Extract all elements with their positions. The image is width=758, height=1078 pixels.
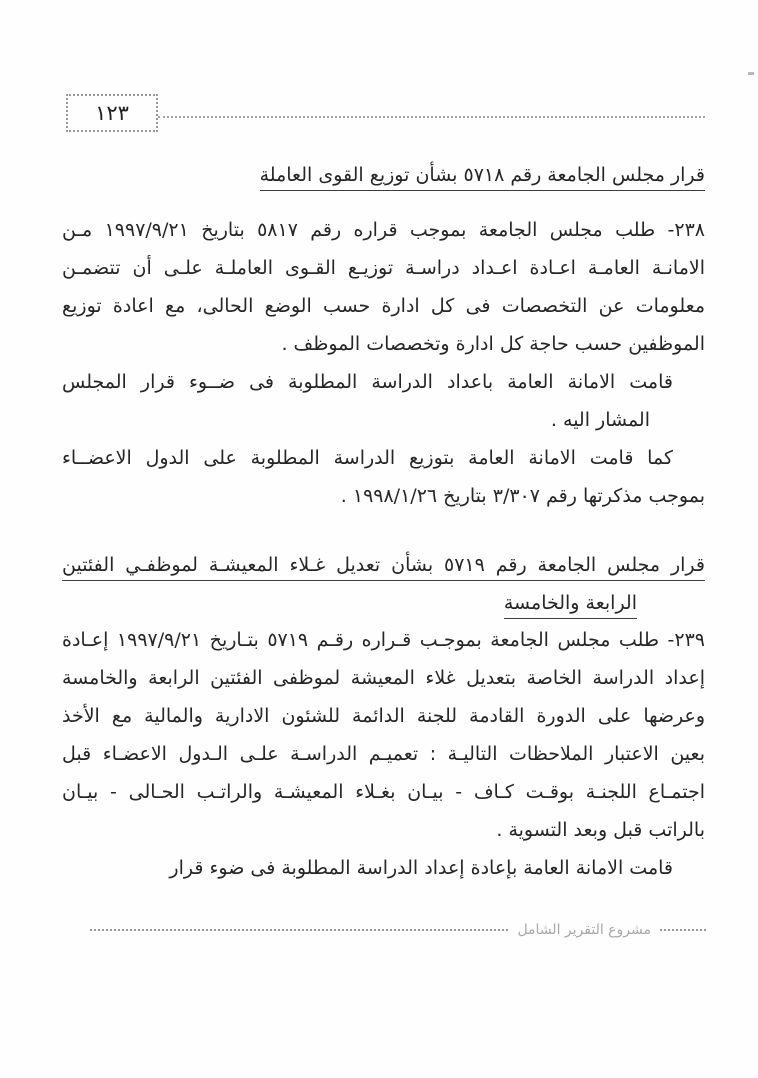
- text-line: الامانـة العامـة اعـادة اعـداد دراسـة توزيـع القـوى العاملـة علـى أن تتضمـن: [62, 257, 705, 279]
- decision-5718-title-row: [62, 156, 705, 194]
- decision-5718-title: قرار مجلس الجامعة رقم ٥٧١٨ بشأن توزيع القوى العاملة: [260, 164, 705, 191]
- text-line: قامت الامانة العامة بإعادة إعداد الدراسة المطلوبة فى ضوء قرار: [169, 857, 673, 879]
- text-line: معلومات عن التخصصات فى كل ادارة حسب الوضع الحالى، مع اعادة توزيع: [62, 295, 705, 317]
- text-line: المشار اليه .: [550, 409, 650, 431]
- decision-5718-item-paragraph: [62, 211, 705, 363]
- decision-5718-followup-paragraph: [62, 363, 705, 439]
- page-number-box: [66, 94, 158, 132]
- text-line: كما قامت الامانة العامة بتوزيع الدراسة المطلوبة على الدول الاعضــاء: [62, 447, 673, 469]
- text-line: قامت الامانة العامة باعداد الدراسة المطلوبة فى ضــوء قرار المجلس: [62, 371, 673, 393]
- decision-5719-title-line1: قرار مجلس الجامعة رقم ٥٧١٩ بشأن تعديل غـلاء المعيشـة لموظفـي الفئتين: [62, 554, 705, 581]
- footer-rule-right: [660, 929, 706, 931]
- text-line: ٢٣٨- طلب مجلس الجامعة بموجب قراره رقم ٥٨١٧ بتاريخ ١٩٩٧/٩/٢١ مـن: [62, 219, 705, 241]
- scan-speck: [748, 72, 754, 75]
- text-line: اجتمـاع اللجنـة بوقـت كـاف - بيـان بغـلاء المعيشـة والراتـب الحـالى - بيـان: [62, 781, 705, 803]
- decision-5719-title-line2-row: [62, 584, 705, 622]
- text-line: وعرضها على الدورة القادمة للجنة الدائمة للشئون الادارية والمالية مع الأخذ: [62, 705, 705, 727]
- decision-5718-memo-paragraph: [62, 439, 705, 515]
- text-line: بالراتب قبل وبعد التسوية .: [496, 819, 705, 841]
- text-line: إعداد الدراسة الخاصة بتعديل غلاء المعيشة لموظفى الفئتين الرابعة والخامسة: [62, 667, 705, 689]
- text-line: بموجب مذكرتها رقم ٣/٣٠٧ بتاريخ ١٩٩٨/١/٢٦ .: [340, 485, 705, 507]
- decision-5719-title-line1-row: [62, 546, 705, 584]
- page-number: ١٢٣: [95, 101, 129, 125]
- decision-5719-title-line2: الرابعة والخامسة: [504, 592, 637, 619]
- header-rule: [158, 116, 705, 118]
- footer-rule-left: [90, 929, 508, 931]
- decision-5719-item-paragraph: [62, 621, 705, 849]
- text-line: بعين الاعتبار الملاحظات التاليـة : تعميـم الدراسـة علـى الـدول الاعضـاء قبل: [62, 743, 705, 765]
- footer-note: مشروع التقرير الشامل: [517, 922, 651, 938]
- text-line: الموظفين حسب حاجة كل ادارة وتخصصات الموظف .: [281, 333, 705, 355]
- page-footer: [90, 921, 706, 939]
- text-line: ٢٣٩- طلب مجلس الجامعة بموجـب قـراره رقـم ٥٧١٩ بتـاريخ ١٩٩٧/٩/٢١ إعـادة: [62, 629, 705, 651]
- decision-5719-title-rows: [62, 546, 705, 622]
- decision-5719-followup-paragraph: [62, 849, 705, 887]
